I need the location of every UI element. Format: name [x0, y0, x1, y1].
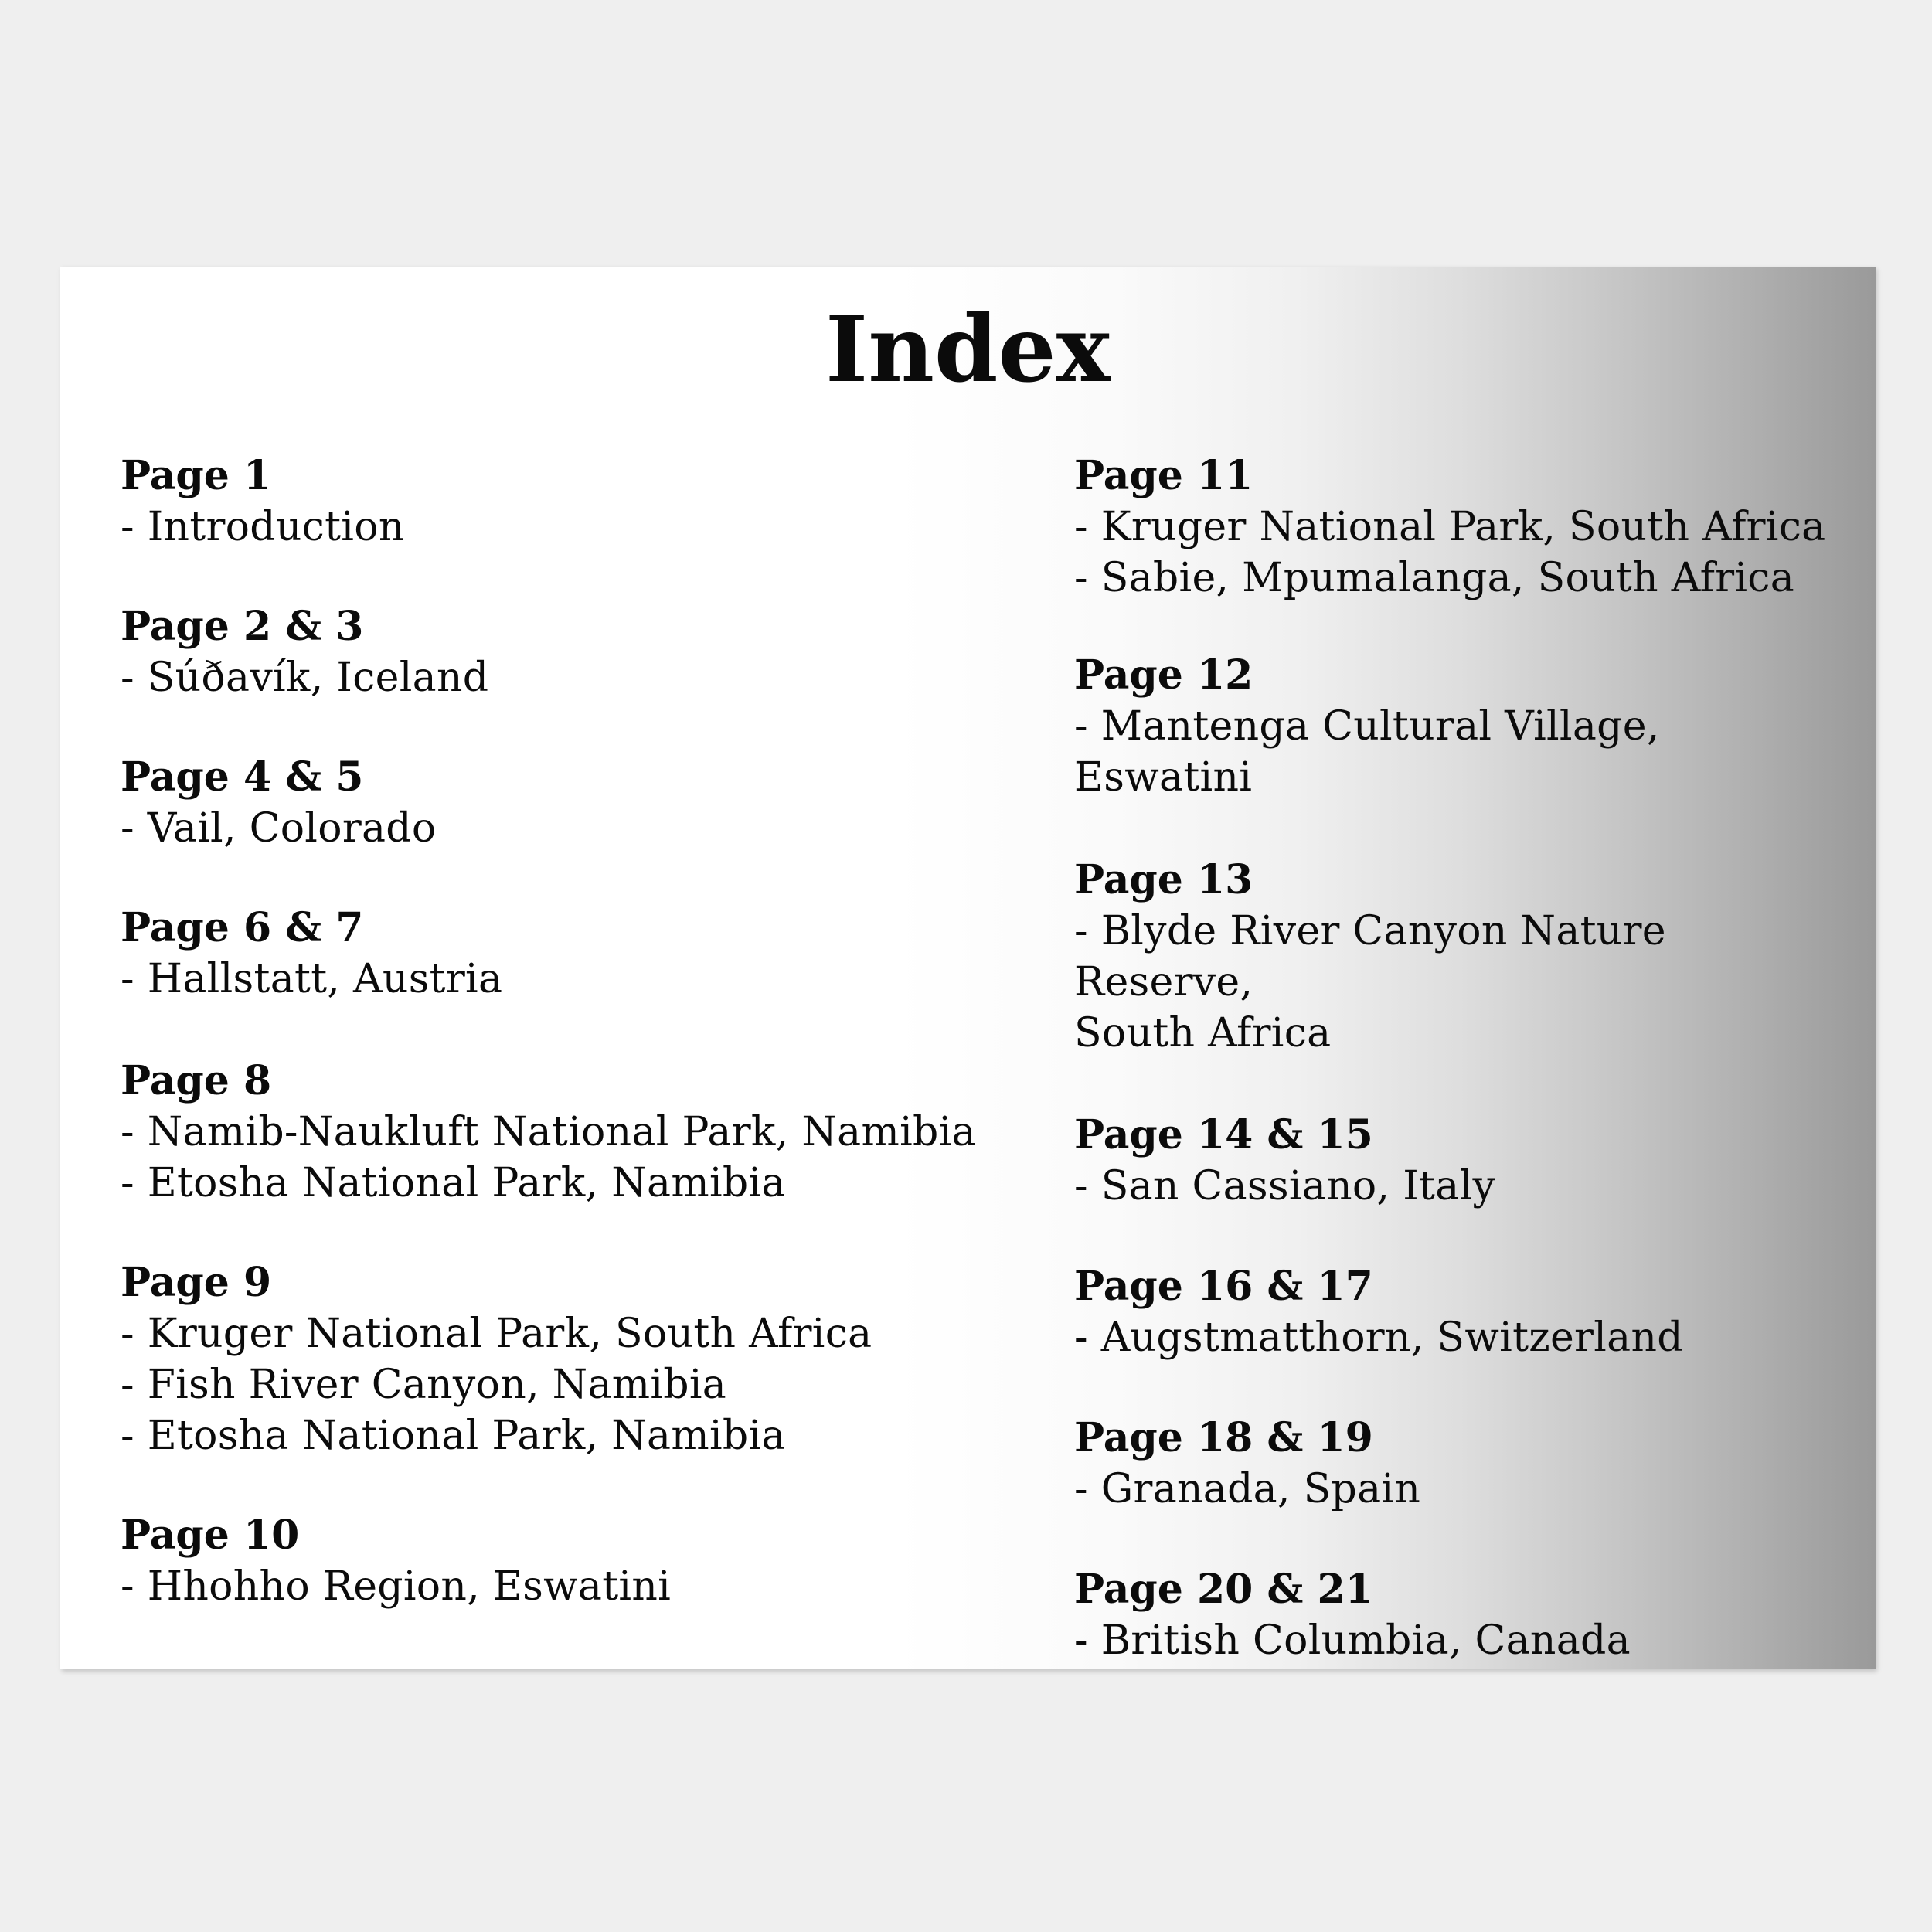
entry-item: - Blyde River Canyon Nature Reserve,	[1074, 908, 1666, 1005]
entry-item: - Granada, Spain	[1074, 1466, 1421, 1512]
entry-item: South Africa	[1074, 1010, 1332, 1056]
entry-heading: Page 20 & 21	[1074, 1566, 1373, 1613]
entry-heading: Page 9	[121, 1259, 272, 1306]
index-page	[60, 267, 1876, 1669]
index-entry	[121, 1257, 1009, 1461]
index-entry	[1074, 1564, 1847, 1666]
entry-item: - Etosha National Park, Namibia	[121, 1413, 786, 1459]
entry-heading: Page 11	[1074, 452, 1253, 499]
entry-heading: Page 4 & 5	[121, 753, 364, 801]
entry-item: - Sabie, Mpumalanga, South Africa	[1074, 555, 1795, 601]
entry-item: - Mantenga Cultural Village, Eswatini	[1074, 703, 1660, 801]
entry-heading: Page 13	[1074, 856, 1253, 903]
index-entry	[1074, 1261, 1847, 1363]
index-right-column	[1074, 451, 1847, 1666]
entry-heading: Page 6 & 7	[121, 904, 364, 951]
page-title: Index	[825, 295, 1111, 403]
entry-item: - San Cassiano, Italy	[1074, 1163, 1496, 1209]
entry-item: - Namib-Naukluft National Park, Namibia	[121, 1109, 976, 1155]
index-entry	[121, 752, 1009, 854]
entry-item: - Hhohho Region, Eswatini	[121, 1563, 672, 1610]
entry-item: - Hallstatt, Austria	[121, 956, 503, 1002]
index-entry	[121, 903, 1009, 1005]
entry-item: - Etosha National Park, Namibia	[121, 1160, 786, 1206]
index-entry	[121, 601, 1009, 703]
entry-item: - Introduction	[121, 504, 405, 550]
entry-item: - Fish River Canyon, Namibia	[121, 1362, 727, 1408]
entry-heading: Page 1	[121, 452, 272, 499]
entry-heading: Page 12	[1074, 651, 1253, 699]
index-entry	[1074, 1110, 1847, 1212]
index-entry	[121, 1056, 1009, 1209]
entry-item: - British Columbia, Canada	[1074, 1617, 1631, 1664]
entry-heading: Page 14 & 15	[1074, 1111, 1373, 1158]
index-entry	[121, 451, 1009, 553]
entry-heading: Page 10	[121, 1512, 300, 1559]
entry-item: - Kruger National Park, South Africa	[121, 1311, 872, 1357]
entry-item: - Súðavík, Iceland	[121, 655, 489, 701]
entry-heading: Page 8	[121, 1057, 272, 1104]
entry-heading: Page 18 & 19	[1074, 1414, 1373, 1461]
entry-heading: Page 16 & 17	[1074, 1263, 1373, 1310]
index-entry	[1074, 650, 1847, 803]
entry-heading: Page 2 & 3	[121, 603, 364, 650]
index-entry	[121, 1510, 1009, 1612]
index-left-column	[121, 451, 1009, 1612]
index-entry	[1074, 855, 1847, 1059]
index-entry	[1074, 451, 1847, 604]
index-entry	[1074, 1413, 1847, 1515]
entry-item: - Kruger National Park, South Africa	[1074, 504, 1826, 550]
entry-item: - Augstmatthorn, Switzerland	[1074, 1315, 1683, 1361]
entry-item: - Vail, Colorado	[121, 805, 437, 852]
